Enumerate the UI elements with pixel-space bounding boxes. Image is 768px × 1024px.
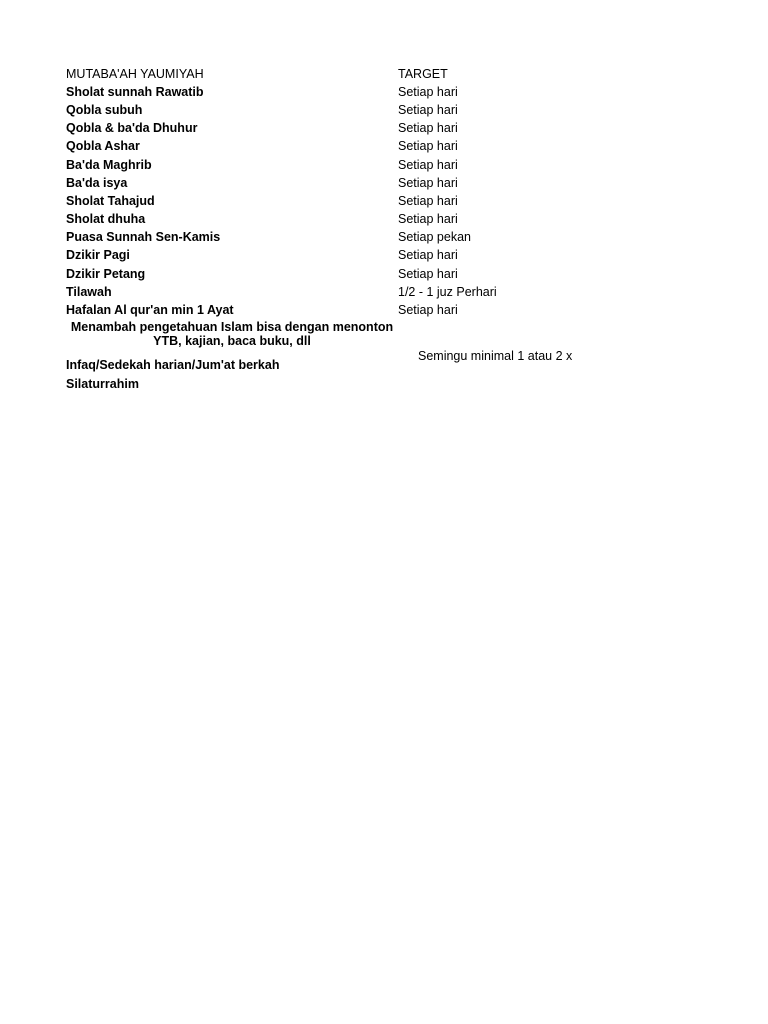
weekly-note: Semingu minimal 1 atau 2 x — [418, 349, 573, 363]
header-activity: MUTABA'AH YAUMIYAH — [66, 67, 204, 81]
header-target: TARGET — [398, 67, 448, 81]
row-activity: Ba'da isya — [66, 176, 128, 190]
row-activity: Sholat Tahajud — [66, 194, 155, 208]
row-activity: Dzikir Pagi — [66, 248, 130, 262]
row-activity: Qobla Ashar — [66, 139, 140, 153]
row-activity: Sholat dhuha — [66, 212, 146, 226]
row-target: Setiap hari — [398, 103, 458, 117]
row-activity: Tilawah — [66, 285, 112, 299]
row-activity: Puasa Sunnah Sen-Kamis — [66, 230, 221, 244]
row-target: Setiap hari — [398, 139, 458, 153]
row-target: Setiap hari — [398, 303, 458, 317]
silaturrahim-activity: Silaturrahim — [66, 377, 139, 391]
row-target: Setiap pekan — [398, 230, 471, 244]
row-target: Setiap hari — [398, 194, 458, 208]
row-activity: Dzikir Petang — [66, 267, 146, 281]
row-activity: Hafalan Al qur'an min 1 Ayat — [66, 303, 234, 317]
row-target: Setiap hari — [398, 176, 458, 190]
knowledge-activity: Menambah pengetahuan Islam bisa dengan menonton YTB, kajian, baca buku, dll — [70, 320, 394, 348]
row-target: Setiap hari — [398, 267, 458, 281]
row-target: 1/2 - 1 juz Perhari — [398, 285, 497, 299]
row-activity: Ba'da Maghrib — [66, 158, 152, 172]
row-target: Setiap hari — [398, 248, 458, 262]
infaq-activity: Infaq/Sedekah harian/Jum'at berkah — [66, 358, 280, 372]
row-activity: Qobla subuh — [66, 103, 143, 117]
row-activity: Qobla & ba'da Dhuhur — [66, 121, 198, 135]
row-target: Setiap hari — [398, 212, 458, 226]
row-target: Setiap hari — [398, 85, 458, 99]
row-target: Setiap hari — [398, 121, 458, 135]
row-activity: Sholat sunnah Rawatib — [66, 85, 204, 99]
row-target: Setiap hari — [398, 158, 458, 172]
